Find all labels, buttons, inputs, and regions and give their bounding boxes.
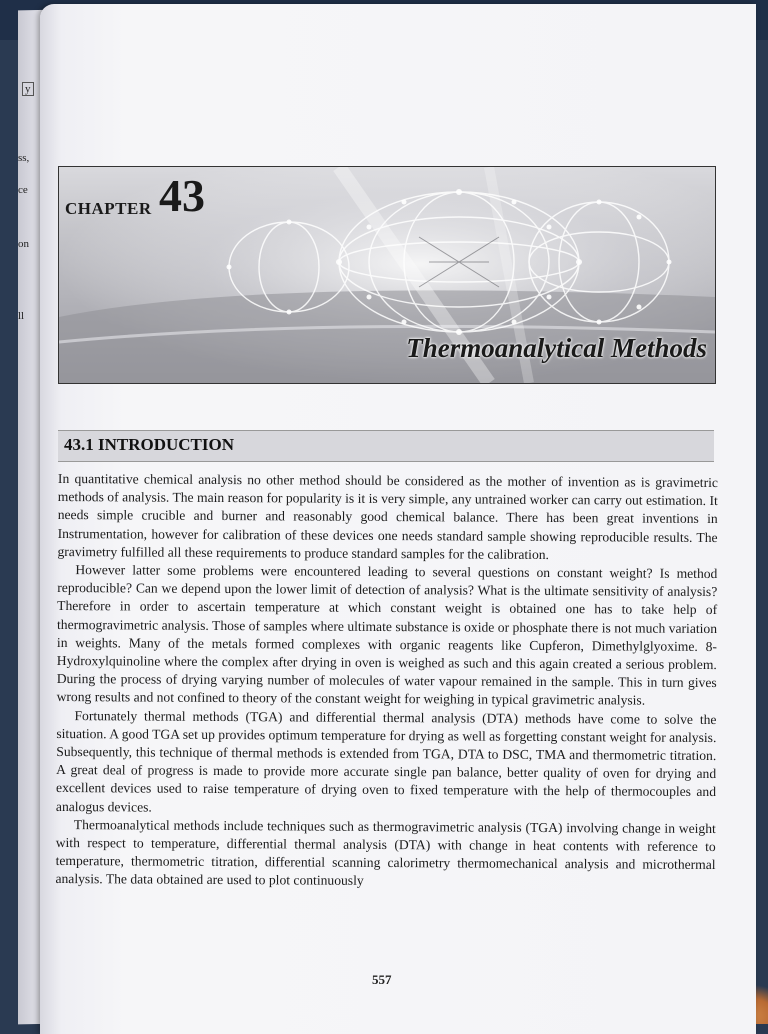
left-fragment: ll <box>18 310 25 322</box>
body-text <box>55 470 718 893</box>
left-fragment: ss, <box>18 152 30 164</box>
page-number: 557 <box>372 972 392 987</box>
left-fragment: ce <box>18 184 28 196</box>
left-fragment: y <box>22 82 34 96</box>
chapter-title: Thermoanalytical Methods <box>406 333 707 363</box>
section-heading: 43.1 INTRODUCTION <box>64 435 235 454</box>
paragraph: Fortunately thermal methods (TGA) and differential thermal analysis (DTA) methods have come to solve the situation. A good TGA set up provides optimum temperature for drying as well as forgetting constant weight for analysis. Subsequently, this technique of thermal methods is extended from TGA, DTA to DSC, TMA and thermometric titration. A great deal of progress is made to provide more accurate single pan balance, better quality of oven for drying and excellent devices used to raise temperature of drying oven to fixed temperature with the help of thermocouples and analogus devices. <box>55 707 717 815</box>
paragraph: In quantitative chemical analysis no other method should be considered as the mother of invention as is gravimetric methods of analysis. The main reason for popularity is it is very simple, any untrained worker can carry out estimation. It needs simple crucible and burner and reasonably good chemical balance. There has been great inventions in Instrumentation, however for calibration of these devices one needs standard sample showing reproducible results. The gravimetry fulfilled all these requirements to produce standard samples for the calibration. <box>57 470 718 562</box>
left-fragment: on <box>18 238 29 250</box>
section-heading-bar <box>58 430 714 462</box>
paragraph: However latter some problems were encountered leading to several questions on constant weight? Is method reproducible? Can we depend upon the lower limit of detection of analysis? What is the ultimate sensitivity of analysis? Therefore in order to ascertain temperature at which constant weight is obtained one has to take help of thermogravimetric analysis. Those of samples where ultimate substance is oxide or phosphate there is not much variation in weights. Many of the metals formed complexes with organic reagents like Cupferon, Dimethylglyoxime. 8-Hydroxylquinoline where the complex after drying in oven is weighed as such and this again created a serious problem. During the process of drying varying number of molecules of water vapour remained in the sample. This in turn gives wrong results and not confined to theory of the constant weight for weighing in typical gravimetric analysis. <box>56 562 718 709</box>
chapter-banner <box>58 166 716 384</box>
paragraph: Thermoanalytical methods include techniques such as thermogravimetric analysis (TGA) involving change in weight with respect to temperature, differential thermal analysis (DTA) with change in heat contents with reference to temperature, thermometric titration, differential scanning calorimetry thermomechanical analysis and microthermal analysis. The data obtained are used to plot continuously <box>55 816 716 889</box>
chapter-label: CHAPTER <box>65 199 152 218</box>
chapter-number: 43 <box>159 170 205 221</box>
